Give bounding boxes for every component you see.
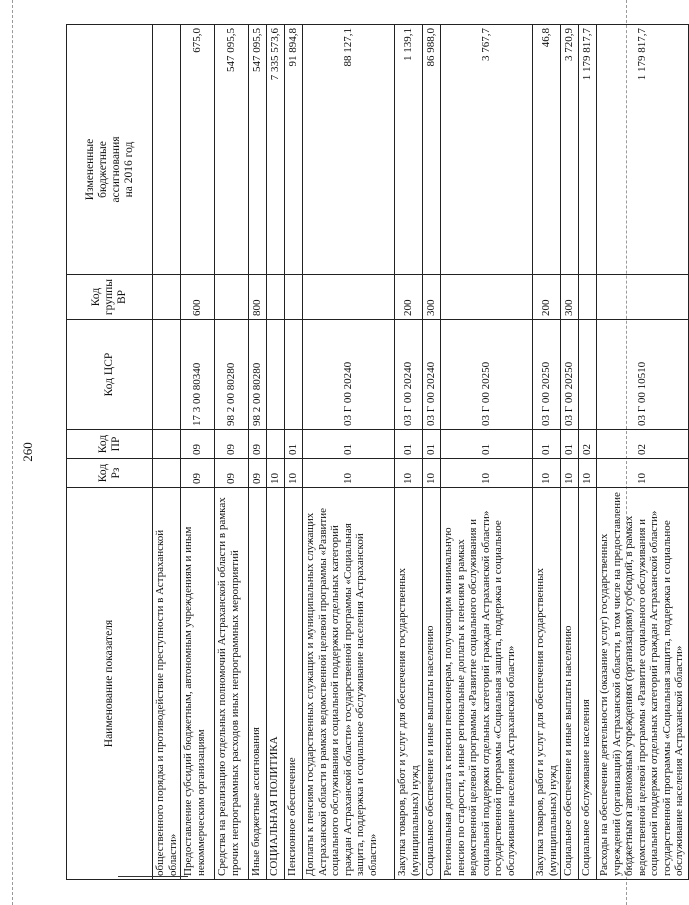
cell-sum: 1 179 817,7 bbox=[579, 25, 597, 275]
table-row bbox=[533, 25, 561, 880]
cell-pr: 09 bbox=[215, 430, 249, 459]
cell-sum: 675,0 bbox=[181, 25, 215, 275]
cell-pr: 01 bbox=[441, 430, 533, 459]
cell-name: Социальное обеспечение и иные выплаты населению bbox=[561, 488, 579, 880]
cell-sum: 86 988,0 bbox=[423, 25, 441, 275]
cell-pr bbox=[153, 430, 181, 459]
cell-name: Закупка товаров, работ и услуг для обеспечения государственных (муниципальных) нужд bbox=[395, 488, 423, 880]
cell-pr: 01 bbox=[395, 430, 423, 459]
cell-pr: 01 bbox=[423, 430, 441, 459]
cell-rz: 10 bbox=[597, 459, 689, 488]
cell-name: Пенсионное обеспечение bbox=[285, 488, 303, 880]
cell-rz: 10 bbox=[441, 459, 533, 488]
cell-sum: 547 095,5 bbox=[249, 25, 267, 275]
cell-rz: 10 bbox=[579, 459, 597, 488]
cell-csr bbox=[285, 320, 303, 430]
header-name: Наименование показателя bbox=[67, 488, 153, 880]
cell-sum: 3 720,9 bbox=[561, 25, 579, 275]
cell-name: СОЦИАЛЬНАЯ ПОЛИТИКА bbox=[267, 488, 285, 880]
cell-pr: 02 bbox=[597, 430, 689, 459]
cell-name: Доплаты к пенсиям государственных служащих и муниципальных служащих Астраханской области в рамках ведомственной целевой программы «Развитие социального обслуживания и социальной поддержки отдельных категорий граждан Астраханской области» государственной программы «Социальная защита, поддержка и социальное обслуживание населения Астраханской области» bbox=[303, 488, 395, 880]
cell-csr: 03 Г 00 20240 bbox=[423, 320, 441, 430]
header-pr: Код ПР bbox=[67, 430, 153, 459]
header-csr: Код ЦСР bbox=[67, 320, 153, 430]
cell-name: Социальное обеспечение и иные выплаты населению bbox=[423, 488, 441, 880]
cell-sum: 7 335 573,6 bbox=[267, 25, 285, 275]
budget-table bbox=[66, 24, 689, 880]
budget-table-sheet bbox=[66, 25, 685, 880]
cell-pr: 01 bbox=[533, 430, 561, 459]
table-row bbox=[579, 25, 597, 880]
cell-csr: 03 Г 00 20250 bbox=[533, 320, 561, 430]
cell-vr bbox=[267, 275, 285, 320]
cell-rz: 10 bbox=[561, 459, 579, 488]
cell-name: Расходы на обеспечение деятельности (оказание услуг) государственных учреждений (организаций) Астраханской области, в том числе на предоставление бюджетным и автономным учреждениям (организациям) субсидий, в рамках ведомственной целевой программы «Развитие социального обслуживания и социальной поддержки отдельных категорий граждан Астраханской области» государственной программы «Социальная защита, поддержка и социальное обслуживание населения Астраханской области» bbox=[597, 488, 689, 880]
cell-csr: 98 2 00 80280 bbox=[215, 320, 249, 430]
cell-rz: 10 bbox=[533, 459, 561, 488]
cell-vr bbox=[153, 275, 181, 320]
cell-csr: 98 2 00 80280 bbox=[249, 320, 267, 430]
cell-name: Социальное обслуживание населения bbox=[579, 488, 597, 880]
cell-pr: 02 bbox=[579, 430, 597, 459]
table-row bbox=[285, 25, 303, 880]
cell-sum: 46,8 bbox=[533, 25, 561, 275]
cell-vr bbox=[441, 275, 533, 320]
cell-sum: 1 179 817,7 bbox=[597, 25, 689, 275]
cell-rz: 10 bbox=[395, 459, 423, 488]
table-body bbox=[153, 25, 689, 880]
cell-sum: 1 139,1 bbox=[395, 25, 423, 275]
table-row bbox=[597, 25, 689, 880]
cell-csr: 03 Г 00 20250 bbox=[441, 320, 533, 430]
cell-vr: 200 bbox=[533, 275, 561, 320]
cell-csr: 03 Г 00 10510 bbox=[597, 320, 689, 430]
cell-rz: 09 bbox=[181, 459, 215, 488]
cell-sum bbox=[153, 25, 181, 275]
cell-name: общественного порядка и противодействие преступности в Астраханской области» bbox=[153, 488, 181, 880]
table-row bbox=[249, 25, 267, 880]
cell-vr bbox=[285, 275, 303, 320]
cell-csr: 03 Г 00 20240 bbox=[303, 320, 395, 430]
cell-pr bbox=[267, 430, 285, 459]
table-row bbox=[395, 25, 423, 880]
cell-csr: 03 Г 00 20250 bbox=[561, 320, 579, 430]
cell-rz: 10 bbox=[285, 459, 303, 488]
cell-sum: 88 127,1 bbox=[303, 25, 395, 275]
header-sum: Измененные бюджетные ассигнования на 2016 год bbox=[67, 25, 153, 275]
cell-vr: 300 bbox=[423, 275, 441, 320]
cell-csr bbox=[267, 320, 285, 430]
footnote-rule bbox=[118, 876, 188, 877]
cell-rz: 09 bbox=[215, 459, 249, 488]
cell-csr bbox=[153, 320, 181, 430]
cell-rz: 10 bbox=[423, 459, 441, 488]
cell-vr bbox=[303, 275, 395, 320]
cell-vr: 600 bbox=[181, 275, 215, 320]
cell-sum: 91 894,8 bbox=[285, 25, 303, 275]
cell-csr bbox=[579, 320, 597, 430]
cell-pr: 09 bbox=[249, 430, 267, 459]
header-vr: Код группы ВР bbox=[67, 275, 153, 320]
cell-pr: 01 bbox=[285, 430, 303, 459]
header-rz: Код Рз bbox=[67, 459, 153, 488]
cell-name: Региональная доплата к пенсии пенсионерам, получающим минимальную пенсию по старости, и иные региональные доплаты к пенсиям в рамках ведомственной целевой программы «Развитие социального обслуживания и социальной поддержки отдельных категорий граждан Астраханской области» государственной программы «Социальная защита, поддержка и социальное обслуживание населения Астраханской области» bbox=[441, 488, 533, 880]
cell-name: Закупка товаров, работ и услуг для обеспечения государственных (муниципальных) нужд bbox=[533, 488, 561, 880]
cell-sum: 3 767,7 bbox=[441, 25, 533, 275]
cell-vr bbox=[597, 275, 689, 320]
cell-vr: 800 bbox=[249, 275, 267, 320]
table-row bbox=[561, 25, 579, 880]
cell-rz bbox=[153, 459, 181, 488]
cell-rz: 10 bbox=[303, 459, 395, 488]
table-row bbox=[181, 25, 215, 880]
page-number: 260 bbox=[20, 442, 35, 462]
cell-csr: 17 3 00 80340 bbox=[181, 320, 215, 430]
cell-vr: 200 bbox=[395, 275, 423, 320]
cell-rz: 09 bbox=[249, 459, 267, 488]
table-header-row bbox=[67, 25, 153, 880]
table-row bbox=[215, 25, 249, 880]
table-row bbox=[153, 25, 181, 880]
cell-pr: 01 bbox=[561, 430, 579, 459]
cell-vr: 300 bbox=[561, 275, 579, 320]
table-row bbox=[441, 25, 533, 880]
cell-pr: 09 bbox=[181, 430, 215, 459]
cell-vr bbox=[579, 275, 597, 320]
table-row bbox=[303, 25, 395, 880]
cell-name: Средства на реализацию отдельных полномочий Астраханской области в рамках прочих непрограммных расходов иных непрограммных мероприятий bbox=[215, 488, 249, 880]
table-row bbox=[267, 25, 285, 880]
cell-rz: 10 bbox=[267, 459, 285, 488]
cell-pr: 01 bbox=[303, 430, 395, 459]
cell-sum: 547 095,5 bbox=[215, 25, 249, 275]
cell-name: Иные бюджетные ассигнования bbox=[249, 488, 267, 880]
cell-name: Предоставление субсидий бюджетным, автономным учреждениям и иным некоммерческим организациям bbox=[181, 488, 215, 880]
table-row bbox=[423, 25, 441, 880]
cell-csr: 03 Г 00 20240 bbox=[395, 320, 423, 430]
scan-edge-left bbox=[12, 0, 13, 905]
cell-vr bbox=[215, 275, 249, 320]
